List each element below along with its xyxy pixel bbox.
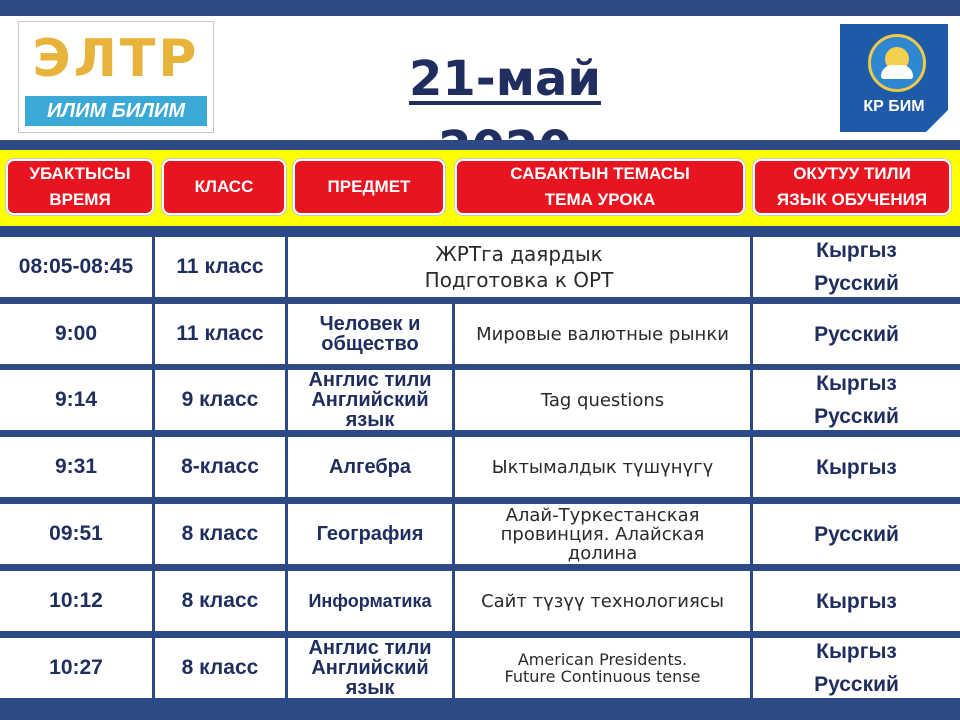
time-cell [0, 370, 152, 430]
page-fold-icon [926, 110, 948, 132]
topic-text: American Presidents. [517, 650, 688, 669]
topic-text: Подготовка к ОРТ [424, 268, 614, 292]
col-header-language-kg: ОКУТУУ ТИЛИ [793, 164, 911, 183]
table-row [0, 437, 960, 497]
language-cell [753, 304, 960, 364]
eltr-logo-text: ЭЛТР [32, 29, 200, 89]
subject-cell [288, 370, 452, 430]
time-text: 9:00 [54, 322, 98, 345]
time-text: 09:51 [49, 522, 103, 545]
class-text: 11 класс [176, 322, 264, 345]
subject-text: Англис тили [308, 637, 432, 659]
page-header [0, 16, 960, 140]
class-text: 8 класс [181, 656, 259, 679]
subject-cell [288, 437, 452, 497]
col-header-language [753, 159, 951, 215]
col-header-time-kg: УБАКТЫСЫ [29, 164, 131, 183]
topic-cell [455, 571, 750, 631]
class-cell [155, 370, 285, 430]
language-text: Кыргыз [816, 239, 897, 262]
col-header-topic-ru: ТЕМА УРОКА [544, 190, 656, 209]
class-cell [155, 638, 285, 698]
table-row [0, 237, 960, 297]
language-text: Кыргыз [816, 455, 897, 479]
table-row [0, 304, 960, 364]
language-text: Русский [814, 322, 899, 346]
subject-text: Человек и [319, 313, 421, 335]
subject-cell [288, 638, 452, 698]
topic-text: Ыктымалдык түшүнүгү [491, 456, 714, 478]
language-cell [753, 571, 960, 631]
time-text: 9:31 [54, 455, 98, 478]
class-cell [155, 304, 285, 364]
col-header-time [6, 159, 154, 215]
table-row [0, 571, 960, 631]
time-cell [0, 237, 152, 297]
column-header-band [0, 148, 960, 228]
language-text: Русский [814, 272, 899, 295]
subject-text: общество [321, 333, 419, 355]
time-cell [0, 571, 152, 631]
topic-text: Tag questions [540, 389, 665, 411]
language-text: Русский [814, 673, 899, 696]
subject-text: География [316, 523, 424, 545]
topic-text: Future Continuous tense [504, 667, 701, 686]
language-cell [753, 370, 960, 430]
time-cell [0, 437, 152, 497]
subject-text: Информатика [308, 591, 432, 611]
class-text: 11 класс [176, 255, 264, 278]
time-text: 10:27 [49, 656, 103, 679]
language-cell [753, 638, 960, 698]
subject-text: Алгебра [328, 456, 412, 478]
class-cell [155, 571, 285, 631]
language-text: Русский [814, 405, 899, 428]
topic-text: долина [567, 542, 638, 564]
time-cell [0, 304, 152, 364]
page-title: 21-май [409, 51, 601, 107]
time-text: 10:12 [49, 589, 103, 612]
class-cell [155, 504, 285, 564]
topic-text: провинция. Алайская [500, 523, 705, 545]
class-text: 8-класс [181, 455, 259, 478]
col-header-topic [455, 159, 745, 215]
class-cell [155, 237, 285, 297]
topic-text: Алай-Туркестанская [505, 504, 700, 526]
topic-cell [455, 370, 750, 430]
language-text: Кыргыз [816, 372, 897, 395]
subject-cell [288, 304, 452, 364]
ilim-bilim-logo-text: ИЛИМ БИЛИМ [25, 96, 207, 126]
col-header-topic-kg: САБАКТЫН ТЕМАСЫ [510, 164, 690, 183]
subject-text: Английский [311, 389, 429, 411]
col-header-subject [293, 159, 445, 215]
language-text: Кыргыз [816, 640, 897, 663]
subject-text: язык [345, 409, 395, 431]
kr-bim-logo [840, 24, 948, 132]
time-text: 08:05-08:45 [18, 255, 134, 278]
time-cell [0, 638, 152, 698]
state-emblem-icon [868, 34, 926, 92]
top-band [0, 0, 960, 16]
language-cell [753, 504, 960, 564]
subject-cell [288, 571, 452, 631]
col-header-language-ru: ЯЗЫК ОБУЧЕНИЯ [776, 190, 928, 209]
col-header-class-label: КЛАСС [194, 177, 254, 196]
table-row [0, 370, 960, 430]
col-header-subject-label: ПРЕДМЕТ [327, 177, 411, 196]
language-text: Кыргыз [816, 589, 897, 613]
topic-cell [455, 437, 750, 497]
class-text: 8 класс [181, 589, 259, 612]
class-text: 9 класс [181, 388, 259, 411]
topic-text: ЖРТга даярдык [435, 242, 603, 266]
topic-cell [455, 638, 750, 698]
class-cell [155, 437, 285, 497]
topic-cell [455, 504, 750, 564]
table-row [0, 504, 960, 564]
class-text: 8 класс [181, 522, 259, 545]
col-header-class [162, 159, 286, 215]
col-header-time-ru: ВРЕМЯ [49, 190, 111, 209]
subject-cell [288, 504, 452, 564]
subject-text: язык [345, 677, 395, 699]
time-text: 9:14 [54, 388, 98, 411]
falcon-icon [881, 65, 913, 79]
topic-text: Мировые валютные рынки [476, 323, 729, 345]
language-cell [753, 237, 960, 297]
table-row [0, 638, 960, 698]
subject-text: Англис тили [308, 369, 432, 391]
time-cell [0, 504, 152, 564]
topic-text: Сайт түзүү технологиясы [481, 590, 724, 612]
merged-topic-cell [288, 237, 750, 297]
eltr-logo [18, 21, 214, 133]
header-divider [0, 140, 960, 148]
subject-text: Английский [311, 657, 429, 679]
language-cell [753, 437, 960, 497]
kr-bim-label: КР БИМ [863, 98, 925, 115]
topic-cell [455, 304, 750, 364]
language-text: Русский [814, 522, 899, 546]
